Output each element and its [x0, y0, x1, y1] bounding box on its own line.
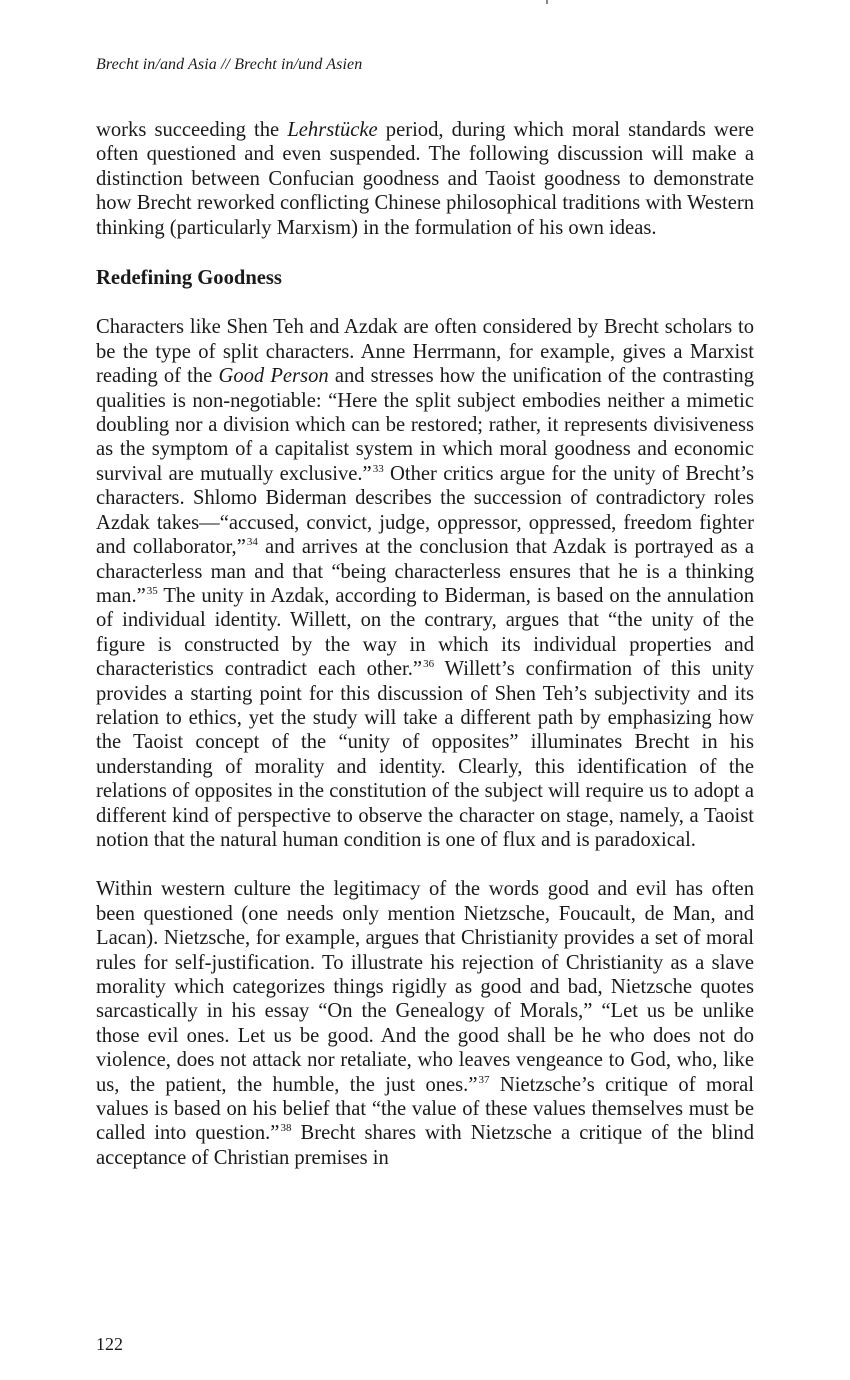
footnote-ref: 37: [478, 1073, 490, 1086]
text-run: Willett’s confirmation of this unity provides a starting point for this discussion of Shen Teh’s subjectivity and its relation to ethics, yet the study will take a different path by emphasizing how the Taoist concept of the “unity of opposites” illuminates Brecht in his understanding of morality and identity. Clearly, this identification of the relations of opposites in the constitution of the subject will require us to adopt a different kind of perspective to observe the character on stage, namely, a Taoist notion that the natural human condition is one of flux and is paradoxical.: [96, 658, 754, 851]
italic-title: Good Person: [218, 365, 329, 388]
top-edge-mark: [546, 0, 548, 4]
text-run: and arrives at the conclusion that Azdak is portrayed as a characterless man and that “being characterless ensures that he is a thinking man.”: [96, 536, 754, 607]
page-body: [96, 118, 754, 1170]
footnote-ref: 36: [423, 658, 435, 671]
footnote-ref: 38: [280, 1122, 292, 1135]
page-number: 122: [96, 1334, 123, 1354]
italic-title: Lehrstücke: [287, 119, 378, 141]
footnote-ref: 35: [146, 584, 158, 597]
text-run: and stresses how the unification of the contrasting qualities is non-negotiable: “Here the split subject embodies neither a mimetic doubling nor a division which can be restored; rather, it represents divisiveness as the symptom of a capitalist system in which moral goodness and economic survival are mutually exclusive.”: [96, 365, 754, 485]
paragraph-intro: [96, 118, 754, 240]
paragraph-nietzsche: [96, 877, 754, 1170]
text-run: Characters like Shen Teh and Azdak are often considered by Brecht scholars to be the type of split characters. Anne Herrmann, for example, gives a Marxist reading of the: [96, 316, 754, 388]
section-heading: Redefining Goodness: [96, 267, 282, 290]
footnote-ref: 33: [372, 462, 384, 475]
text-run: period, during which moral standards were often questioned and even suspended. The following discussion will make a distinction between Confucian goodness and Taoist goodness to demonstrate how Brecht reworked conflicting Chinese philosophical traditions with Western thinking (particularly Marxism) in the formulation of his own ideas.: [96, 119, 754, 239]
text-run: Nietzsche’s critique of moral values is based on his belief that “the value of these values themselves must be called into question.”: [96, 1073, 755, 1145]
footnote-ref: 34: [246, 536, 258, 549]
text-run: The unity in Azdak, according to Biderman, is based on the annulation of individual identity. Willett, on the contrary, argues that “the unity of the figure is constructed by the way in which its individual properties and characteristics contradict each other.”: [96, 584, 754, 681]
paragraph-split-characters: [96, 315, 754, 852]
text-run: Brecht shares with Nietzsche a critique of the blind acceptance of Christian premises in: [96, 1122, 754, 1169]
text-run: Other critics argue for the unity of Brecht’s characters. Shlomo Biderman describes the succession of contradictory roles Azdak takes—“accused, convict, judge, oppressor, oppressed, freedom fighter and collaborator,”: [96, 462, 754, 559]
text-run: works succeeding the: [96, 119, 288, 141]
running-head: Brecht in/and Asia // Brecht in/und Asien: [96, 56, 363, 73]
text-run: Within western culture the legitimacy of the words good and evil has often been questioned (one needs only mention Nietzsche, Foucault, de Man, and Lacan). Nietzsche, for example, argues that Christianity provides a set of moral rules for self-justification. To illustrate his rejection of Christianity as a slave morality which categorizes things rigidly as good and bad, Nietzsche quotes sarcastically in his essay “On the Genealogy of Morals,” “Let us be unlike those evil ones. Let us be good. And the good shall be he who does not do violence, does not attack nor retaliate, who leaves vengeance to God, who, like us, the patient, the humble, the just ones.”: [96, 878, 754, 1096]
